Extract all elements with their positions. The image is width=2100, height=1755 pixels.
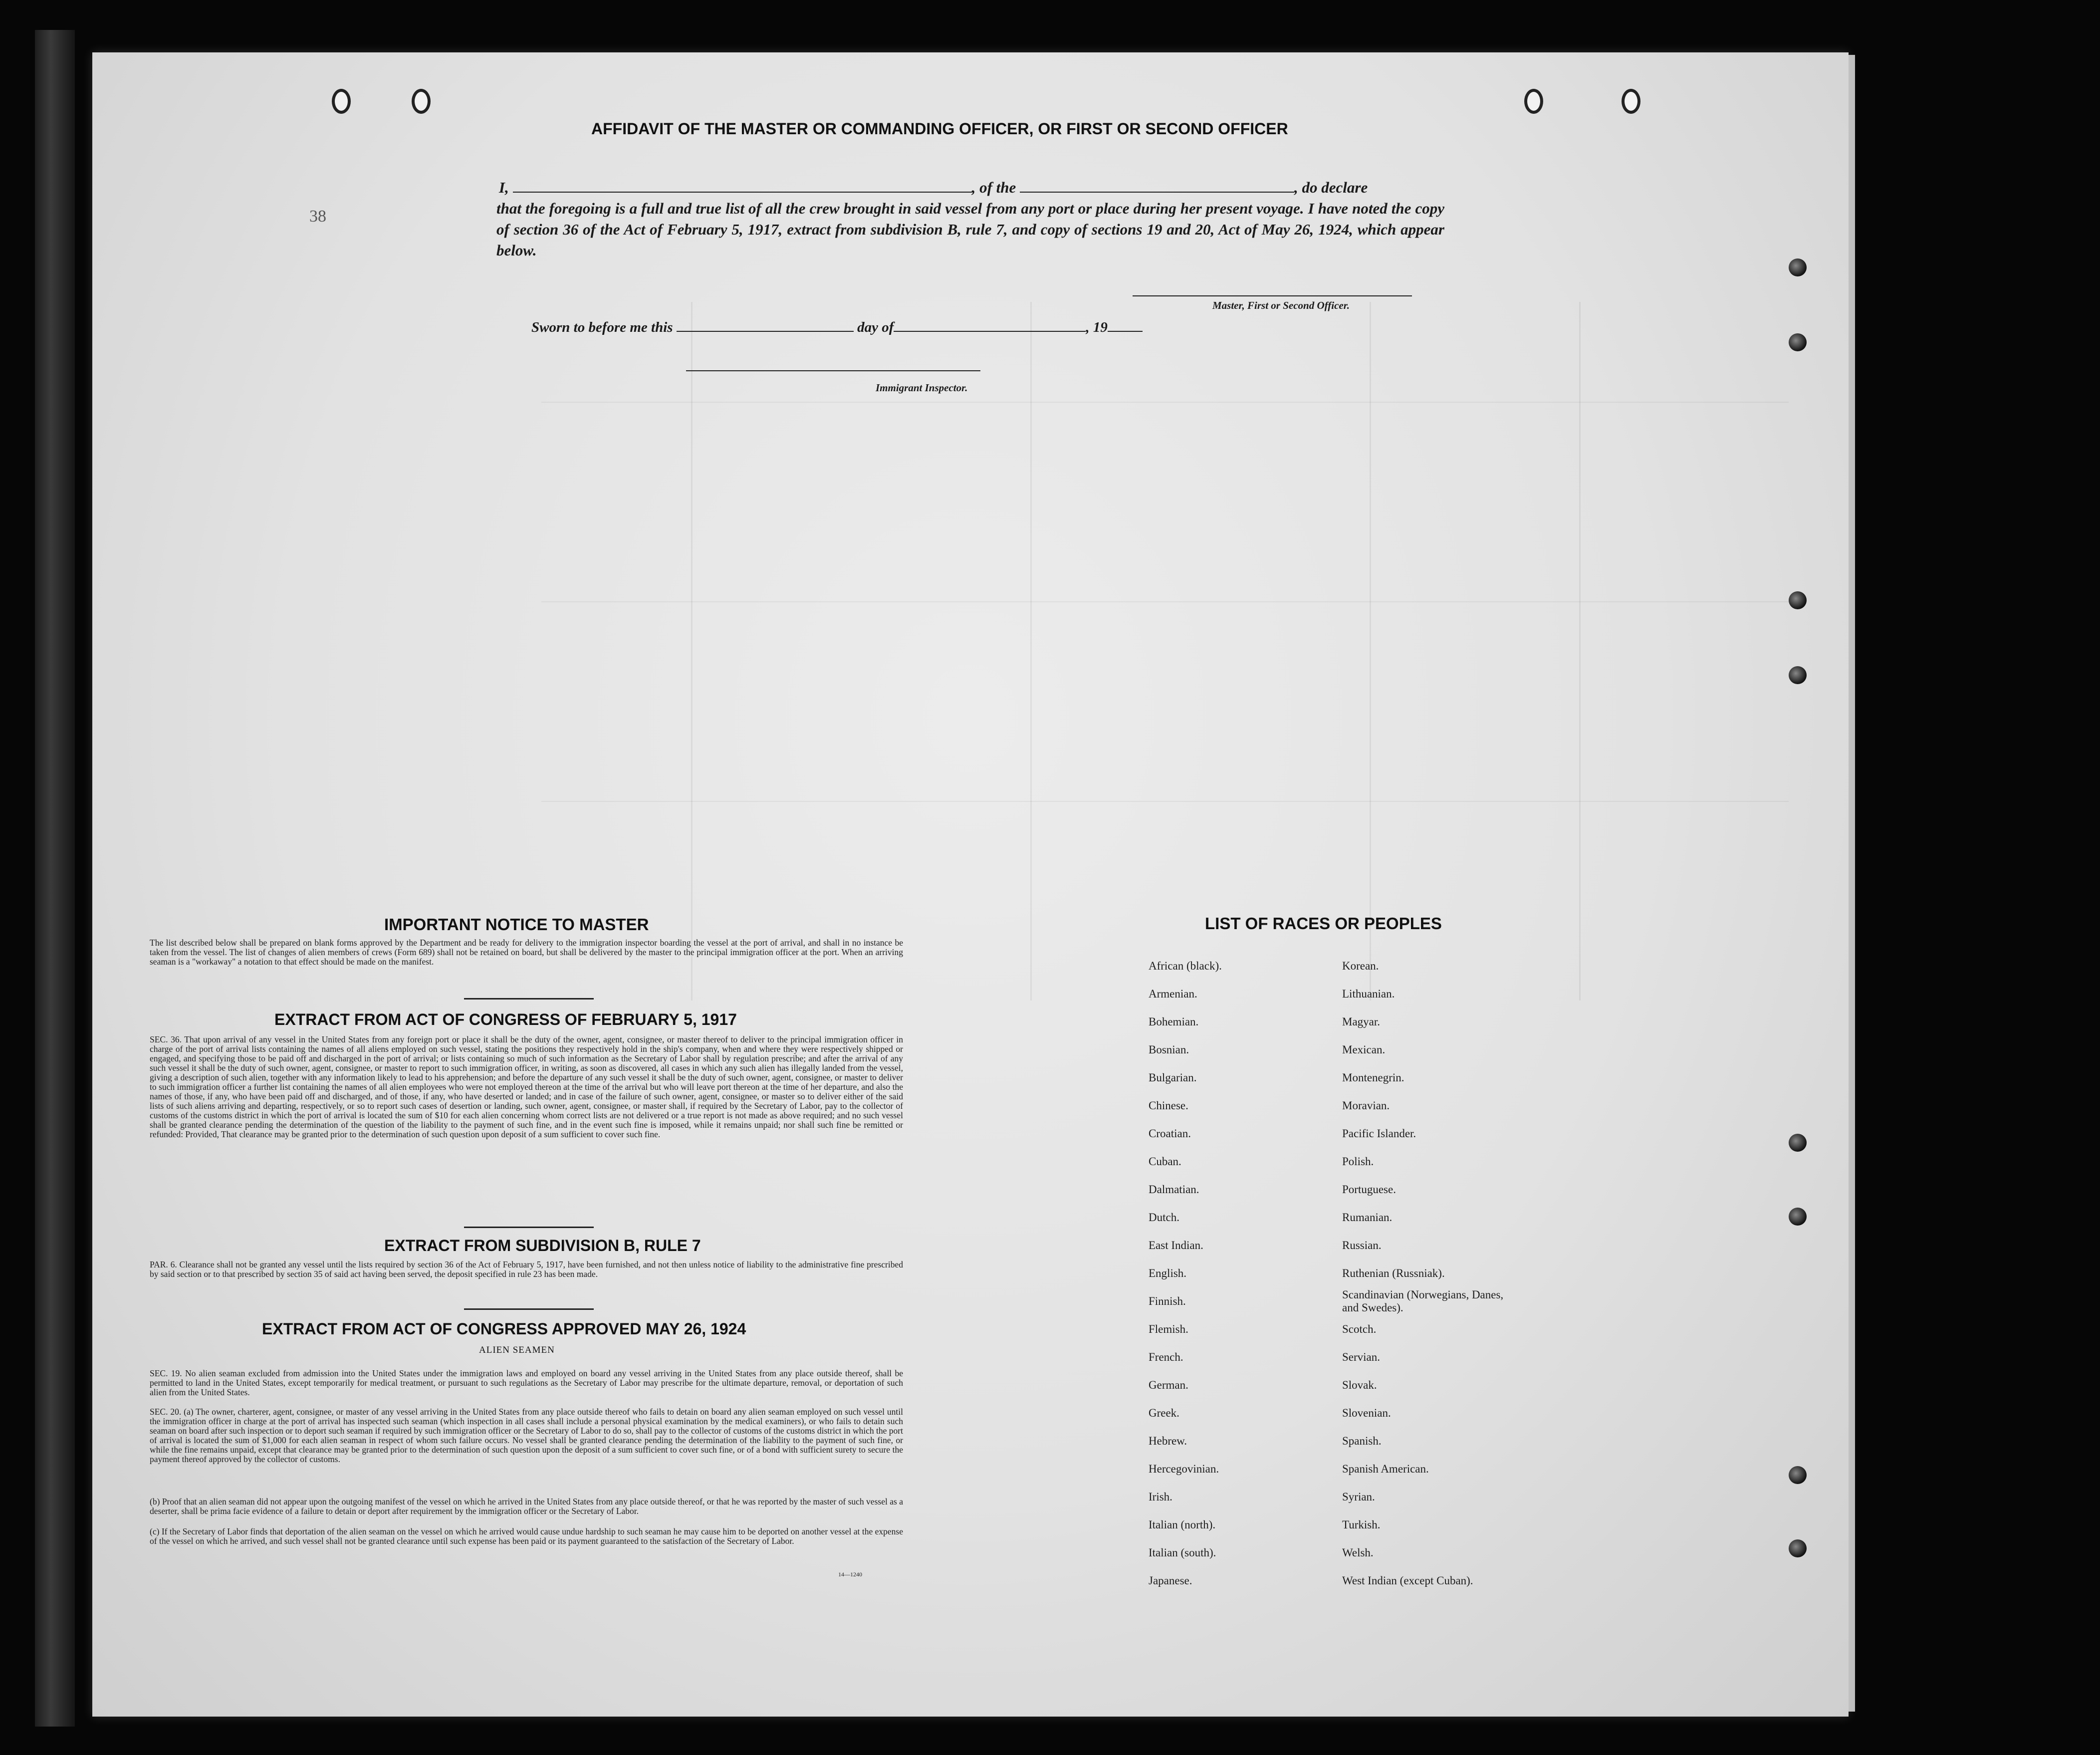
race-item: Pacific Islander. [1342,1127,1416,1140]
name-blank [513,192,972,193]
section-divider [464,1308,594,1310]
binder-hole [1789,1466,1807,1484]
race-item: Mexican. [1342,1043,1386,1056]
race-item: Magyar. [1342,1015,1381,1028]
affidavit-i: I, [499,179,509,196]
extract-1924-sec20c: (c) If the Secretary of Labor finds that deportation of the alien seaman on the vessel on which he arrived would cause undue hardship to such seaman he may cause him to be deported on another vessel at the expense of the vessel on which he arrived, and such vessel shall not be granted clearance until such expense has been paid or its payment guaranteed to the satisfaction of the Secretary of Labor. [150,1526,903,1546]
race-item: East Indian. [1149,1239,1203,1252]
binder-hole [1789,591,1807,609]
extract-1917-title: EXTRACT FROM ACT OF CONGRESS OF FEBRUARY 5, 1917 [274,1010,737,1028]
races-left-column [1149,952,1222,1595]
section-divider [464,998,594,1000]
master-caption: Master, First or Second Officer. [1212,299,1350,311]
race-item: French. [1149,1351,1183,1363]
page-number-mark: 38 [309,207,326,226]
races-title: LIST OF RACES OR PEOPLES [1205,914,1442,933]
race-item: Japanese. [1149,1574,1192,1587]
section-divider [464,1227,594,1228]
race-item: Scotch. [1342,1323,1377,1335]
binder-hole [1789,1539,1807,1557]
binder-hole [1789,1134,1807,1152]
race-item: Hebrew. [1149,1435,1187,1447]
notice-body: The list described below shall be prepared on blank forms approved by the Department and be ready for delivery to the immigration inspector boarding the vessel at the port of arrival, and shall in no instance be taken from the vessel. The list of changes of alien members of crews (Form 689) shall not be retained on board, but shall be delivered by the master to the principal immigration officer at the port. When an arriving seaman is a "workaway" a notation to that effect should be made on the manifest. [150,938,903,967]
race-item: African (black). [1149,960,1222,972]
extract-rule7-body: PAR. 6. Clearance shall not be granted any vessel until the lists required by section 36 of the Act of February 5, 1917, have been furnished, and not then unless notice of liability to the administrative fine prescribed by said section or to that prescribed by section 35 of said act having been served, the deposit specified in rule 23 has been made. [150,1259,903,1279]
bleed-through-line [691,302,693,1001]
races-right-column [1342,952,1522,1595]
race-item: Finnish. [1149,1295,1186,1307]
scan-binding-edge [35,30,75,1727]
extract-1924-sec20a: SEC. 20. (a) The owner, charterer, agent, consignee, or master of any vessel arriving in the United States from any place outside thereof who fails to detain on board any alien seaman employed on such vessel until the immigration officer in charge at the port of arrival has inspected such seaman (which inspection in all cases shall include a personal physical examination by the medical examiners), or who fails to detain such seaman on board after such inspection or to deport such seaman if required by such immigration officer or the Secretary of Labor to do so, shall pay to the collector of customs of the customs district in which the port of arrival is located the sum of $1,000 for each alien seaman in respect of whom such failure occurs. No vessel shall be granted clearance pending the determination of the liability to the payment of such fine, or while the fine remains unpaid, except that clearance may be granted prior to the determination of such question upon the deposit of a sum sufficient to cover such fine, or of a bond with sufficient surety to secure the payment thereof approved by the collector of customs. [150,1407,903,1464]
extract-rule7-title: EXTRACT FROM SUBDIVISION B, RULE 7 [384,1237,701,1254]
race-item: Chinese. [1149,1099,1188,1112]
race-item: Turkish. [1342,1518,1381,1531]
sworn-prefix: Sworn to before me this [531,319,673,335]
race-item: Slovak. [1342,1379,1377,1391]
affidavit-of-the: , of the [971,179,1016,196]
punch-hole [1524,89,1543,114]
extract-1924-sec19: SEC. 19. No alien seaman excluded from admission into the United States under the immigration laws and employed on board any vessel arriving in the United States from any place outside thereof, shall be permitted to land in the United States, except temporarily for medical treatment, or pursuant to such regulations as the Secretary of Labor may prescribe for the ultimate departure, removal, or deportation of such alien from the United States. [150,1368,903,1397]
extract-1917-body: SEC. 36. That upon arrival of any vessel in the United States from any foreign port or place it shall be the duty of the owner, agent, consignee, or master thereof to deliver to the principal immigration officer in charge of the port of arrival lists containing the names of all aliens employed on such vessel, stating the positions they respectively hold in the ship's company, when and where they were respectively shipped or engaged, and specifying those to be paid off and discharged in the port of arrival; or lists containing so much of such information as the Secretary of Labor shall by regulation prescribe; and after the arrival of any such vessel it shall be the duty of such owner, agent, consignee, or master to report to such immigration officer, in writing, as soon as discovered, all cases in which any such alien has illegally landed from the vessel, giving a description of such alien, together with any information likely to lead to his apprehension; and before the departure of any such vessel it shall be the duty of such owner, agent, consignee, or master to deliver to such immigration officer a further list containing the names of all alien employees who were not employed thereon at the time of the arrival but who will leave port thereon at the time of her departure, and also the names of those, if any, who have been paid off and discharged, and of those, if any, who have deserted or landed; and in case of the failure of such owner, agent, consignee, or master so to deliver either of the said lists of such aliens arriving and departing, respectively, or so to report such cases of desertion or landing, such owner, agent, consignee, or master shall, if required by the Secretary of Labor, pay to the collector of customs of the customs district in which the port of arrival is located the sum of $10 for each alien concerning whom correct lists are not delivered or a true report is not made as above required; and no such vessel shall be granted clearance pending the determination of the question of the liability to the payment of such fine, and in the event such fine is imposed, while it remains unpaid; nor shall such fine be remitted or refunded: Provided, That clearance may be granted prior to the determination of such question upon deposit of a sum sufficient to cover such fine. [150,1034,903,1139]
sworn-line [531,319,1143,336]
sworn-day-blank [677,331,854,332]
sworn-month-blank [894,331,1086,332]
inspector-signature-line [686,370,980,371]
bleed-through-line [1579,302,1581,1001]
bleed-through-line [541,601,1789,602]
extract-1924-title: EXTRACT FROM ACT OF CONGRESS APPROVED MAY 26, 1924 [262,1320,746,1338]
race-item: West Indian (except Cuban). [1342,1574,1473,1587]
binder-hole [1789,258,1807,276]
race-item: Welsh. [1342,1546,1374,1559]
bleed-through-line [1030,302,1032,1001]
inspector-caption: Immigrant Inspector. [876,382,968,394]
affidavit-statement [496,177,1444,261]
bleed-through-line [541,801,1789,802]
sworn-year: , 19 [1086,319,1108,335]
vessel-blank [1020,192,1294,193]
punch-hole [332,89,351,114]
binder-hole [1789,666,1807,684]
race-item: Italian (south). [1149,1546,1216,1559]
race-item: Korean. [1342,960,1379,972]
sworn-day-of: day of [857,319,894,335]
master-signature-line [1133,295,1412,296]
race-item: Montenegrin. [1342,1071,1404,1084]
race-item: Ruthenian (Russniak). [1342,1267,1445,1279]
race-item: Flemish. [1149,1323,1188,1335]
race-item: Dalmatian. [1149,1183,1199,1196]
race-item: Croatian. [1149,1127,1191,1140]
sworn-year-blank [1108,331,1143,332]
race-item: Armenian. [1149,988,1197,1000]
race-item: Servian. [1342,1351,1381,1363]
race-item: Bosnian. [1149,1043,1189,1056]
extract-1924-subtitle: ALIEN SEAMEN [479,1345,555,1355]
race-item: Greek. [1149,1407,1179,1419]
race-item: Polish. [1342,1155,1374,1168]
race-item: German. [1149,1379,1188,1391]
affidavit-title: AFFIDAVIT OF THE MASTER OR COMMANDING OFFICER, OR FIRST OR SECOND OFFICER [591,120,1288,138]
race-item: Italian (north). [1149,1518,1216,1531]
binder-hole [1789,1208,1807,1226]
punch-hole [1622,89,1640,114]
race-item: Cuban. [1149,1155,1181,1168]
extract-1924-sec20b: (b) Proof that an alien seaman did not appear upon the outgoing manifest of the vessel on which he arrived in the United States from any place outside thereof, or that he was reported by the master of such vessel as a deserter, shall be prima facie evidence of a failure to detain or deport after requirement by the immigration officer or the Secretary of Labor. [150,1497,903,1516]
race-item: English. [1149,1267,1187,1279]
race-item: Bulgarian. [1149,1071,1197,1084]
bleed-through-line [1370,302,1371,1001]
race-item: Dutch. [1149,1211,1179,1224]
race-item: Spanish. [1342,1435,1382,1447]
race-item: Hercegovinian. [1149,1463,1219,1475]
bleed-through-line [541,402,1789,403]
race-item: Moravian. [1342,1099,1390,1112]
race-item: Syrian. [1342,1491,1375,1503]
race-item: Spanish American. [1342,1463,1429,1475]
document-page [92,52,1849,1717]
race-item: Slovenian. [1342,1407,1391,1419]
form-number: 14—1240 [838,1571,862,1578]
race-item: Irish. [1149,1491,1172,1503]
race-item: Scandinavian (Norwegians, Danes, and Swedes). [1342,1288,1504,1314]
race-item: Rumanian. [1342,1211,1393,1224]
race-item: Bohemian. [1149,1015,1199,1028]
notice-title: IMPORTANT NOTICE TO MASTER [384,915,649,934]
race-item: Lithuanian. [1342,988,1395,1000]
race-item: Portuguese. [1342,1183,1396,1196]
affidavit-do-declare: , do declare [1294,179,1368,196]
punch-hole [412,89,431,114]
binder-hole [1789,333,1807,351]
affidavit-body: that the foregoing is a full and true list of all the crew brought in said vessel from any port or place during her present voyage. I have noted the copy of section 36 of the Act of February 5, 1917, extract from subdivision B, rule 7, and copy of sections 19 and 20, Act of May 26, 1924, which appear below. [496,200,1444,259]
race-item: Russian. [1342,1239,1382,1252]
